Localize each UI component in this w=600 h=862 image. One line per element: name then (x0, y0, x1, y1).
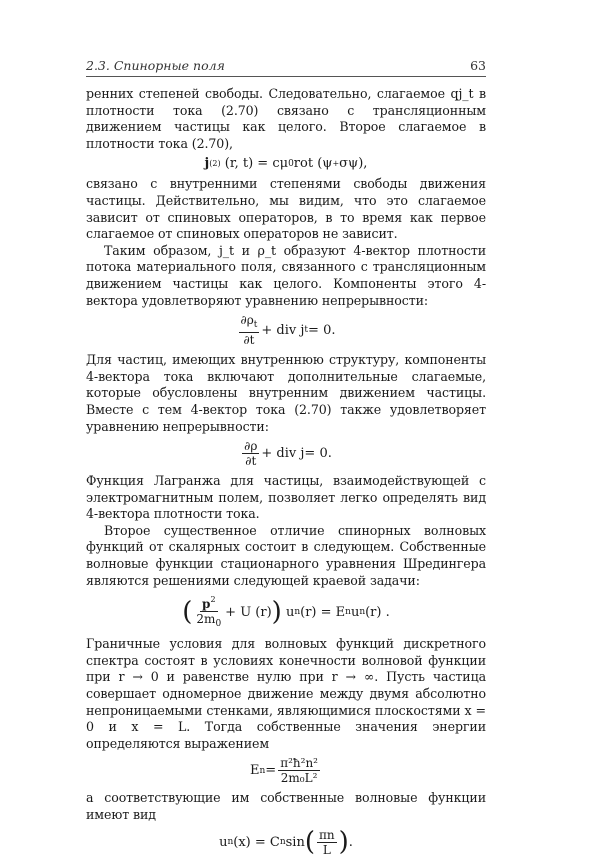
paragraph-4: Для частиц, имеющих внутреннюю структуру, компоненты 4-вектора тока включают дополнительные слагаемые, которые обусловлены внутренним движением частицы. Вместе с тем 4-вектор тока (2.70) также удовлетворяет уравнению непрерывности: (86, 352, 486, 434)
eq6-period: . (348, 834, 353, 850)
eq2-end: = 0. (308, 322, 336, 338)
eq4-potential: + U (r) (225, 604, 272, 620)
paragraph-1: ренних степеней свободы. Следовательно, слагаемое qj_t в плотности тока (2.70) связано с трансляционным движением частицы как целого. Второе слагаемое в плотности тока (2.70), (86, 86, 486, 151)
eq1-plus: + (332, 159, 340, 169)
eq2-div-sub: t (304, 325, 309, 336)
eq2-den: ∂t (243, 333, 255, 348)
eq6-sin: sin (285, 834, 305, 850)
eq3-div: + div j (261, 446, 305, 462)
eq1-rhs: rot (ψ (293, 156, 333, 172)
eq4-den-sub: 0 (215, 619, 222, 630)
eq4-den: 2m (196, 612, 216, 627)
running-head (86, 58, 486, 77)
eq5-den: 2m₀L² (280, 771, 318, 786)
section-title: 2.3. Спинорные поля (86, 58, 225, 73)
eq4-rhs-u-sub: n (359, 607, 366, 618)
paragraph-2: связано с внутренними степенями свободы движения частицы. Действительно, мы видим, что это слагаемое зависит от спиновых операторов, в то время как первое слагаемое от спиновых операторов не зависит. (86, 176, 486, 242)
eq4-fraction (194, 593, 223, 631)
eq5-fraction (278, 756, 320, 785)
eq6-mid: (x) = C (233, 834, 280, 850)
eq2-num-sub: t (253, 320, 258, 331)
eq4-u: u (285, 604, 295, 620)
eq6-u-sub: n (227, 837, 234, 848)
eq6-u: u (219, 834, 228, 850)
eq4-e-sub: n (345, 607, 351, 618)
eq4-u-sub: n (294, 607, 301, 618)
eq2-div: + div j (261, 322, 305, 338)
eq5-num: π²ħ²n² (280, 756, 318, 771)
eq1-end: σψ), (339, 156, 368, 172)
eq3-num: ∂ρ (244, 439, 258, 454)
paragraph-3: Таким образом, j_t и ρ_t образуют 4-вектор плотности потока материального поля, связанного с трансляционным движением частицы как целого. Компоненты этого 4-вектора удовлетворяют уравнению непрерывности: (86, 242, 486, 308)
eq4-p-sup: 2 (210, 595, 216, 605)
page-number: 63 (470, 58, 486, 73)
eq4-p: p (202, 597, 211, 612)
equation-schrodinger: ( $\frac{p^2}{2m_0}$ + U (r) ) u n (r) = E n u n (r) . (182, 595, 390, 630)
eq2-num: ∂ρ (240, 313, 254, 328)
equation-wavefunction: u n (x) = C n sin ( $\frac{\pi n}{L}$ ) . (219, 827, 353, 858)
eq1-sub: 0 (288, 158, 294, 169)
eq6-den: L (322, 842, 331, 857)
eq4-end: (r) . (365, 604, 390, 620)
eq3-end: = 0. (304, 446, 332, 462)
paragraph-8: а соответствующие им собственные волновые функции имеют вид (86, 790, 486, 822)
eq5-e: E (250, 763, 260, 779)
eq6-fraction (317, 828, 337, 857)
paragraph-7: Граничные условия для волновых функций дискретного спектра состоят в условиях конечности волновой функции при r → 0 и равенстве нулю при r → ∞. Пусть частица совершает одномерное движение между двумя абсолютно непроницаемыми стенками, являющимися плоскостями x = 0 и x = L. Тогда собственные значения энергии определяются выражением (86, 636, 486, 751)
eq4-rhs: (r) = E (300, 604, 346, 620)
paragraph-5: Функция Лагранжа для частицы, взаимодействующей с электромагнитным полем, позволяет легко определять вид 4-вектора плотности тока. (86, 473, 486, 522)
eq4-rhs-u: u (350, 604, 360, 620)
equation-continuity-full (86, 439, 486, 468)
eq1-sup: (2) (209, 159, 221, 169)
eq1-lhs: j (204, 156, 210, 172)
eq5-e-sub: n (259, 765, 266, 776)
page (86, 58, 486, 862)
eq5-eq: = (265, 763, 277, 779)
eq1-args: (r, t) = cμ (224, 156, 289, 172)
eq3-fraction (242, 439, 259, 468)
eq6-c-sub: n (279, 837, 286, 848)
eq3-den: ∂t (245, 454, 257, 469)
eq2-fraction (239, 313, 260, 347)
equation-spin-current (86, 156, 486, 171)
eq6-num: πn (319, 827, 335, 842)
paragraph-6: Второе существенное отличие спинорных волновых функций от скалярных состоит в следующем. Собственные волновые функции стационарного уравнения Шредингера являются решениями следующей краевой задачи: (86, 522, 486, 588)
equation-energy-levels (86, 756, 486, 785)
equation-continuity-translational (86, 313, 486, 347)
